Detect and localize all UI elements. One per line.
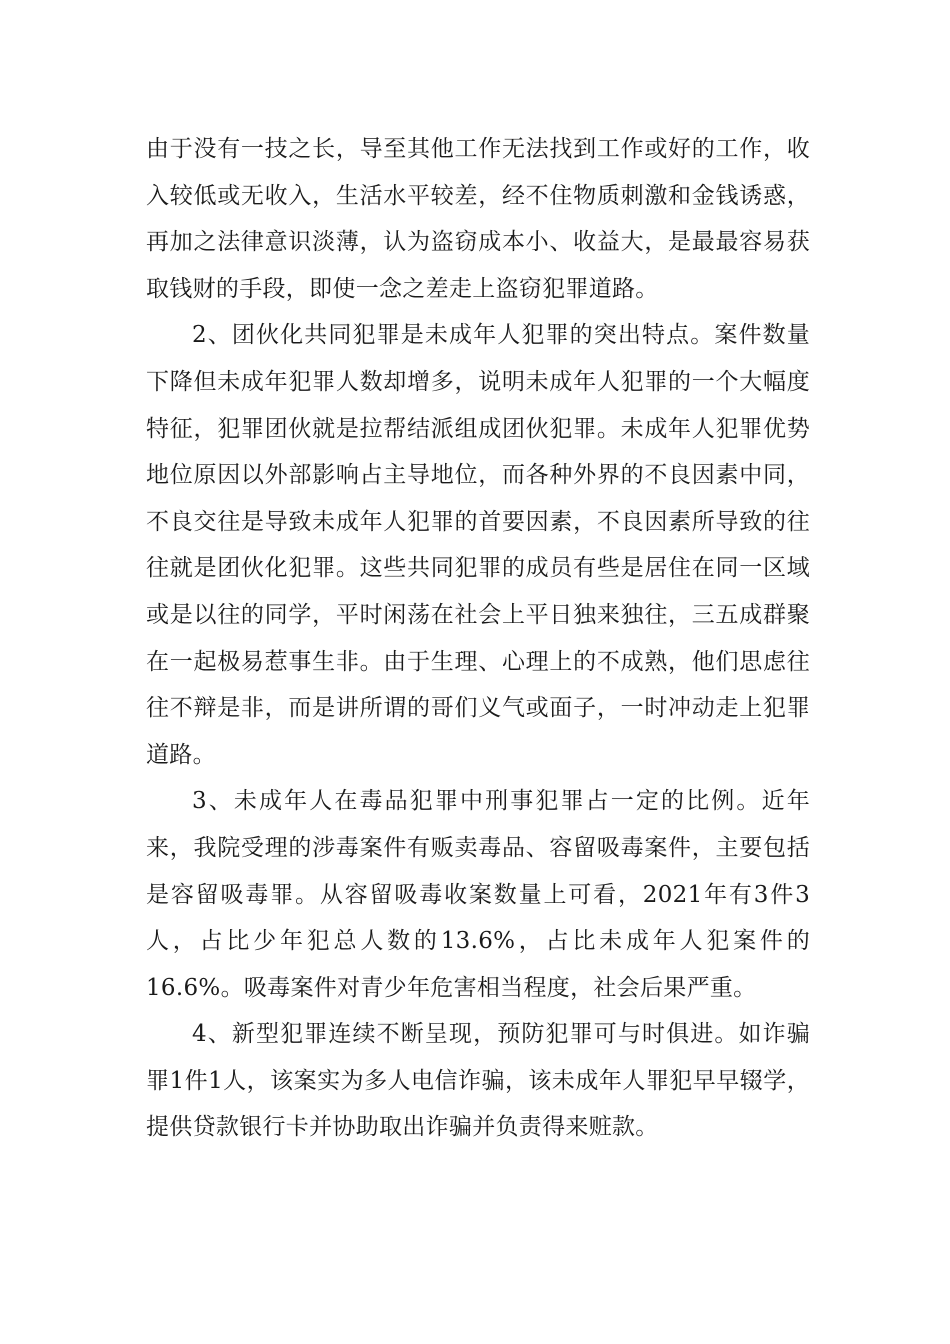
paragraph-continuation: 由于没有一技之长，导至其他工作无法找到工作或好的工作，收入较低或无收入，生活水平较差，经不住物质刺激和金钱诱惑，再加之法律意识淡薄，认为盗窃成本小、收益大，是最最容易获取钱财的手段，即使一念之差走上盗窃犯罪道路。 (146, 136, 810, 302)
document-page (146, 126, 810, 1151)
paragraph-point-4: 4、新型犯罪连续不断呈现，预防犯罪可与时俱进。如诈骗罪1件1人，该案实为多人电信诈骗，该未成年人罪犯早早辍学，提供贷款银行卡并协助取出诈骗并负责得来赃款。 (146, 1021, 810, 1141)
paragraph-point-3: 3、未成年人在毒品犯罪中刑事犯罪占一定的比例。近年来，我院受理的涉毒案件有贩卖毒品、容留吸毒案件，主要包括是容留吸毒罪。从容留吸毒收案数量上可看，2021年有3件3人，占比少年犯总人数的13.6%，占比未成年人犯案件的16.6%。吸毒案件对青少年危害相当程度，社会后果严重。 (146, 788, 810, 1001)
paragraph-point-2: 2、团伙化共同犯罪是未成年人犯罪的突出特点。案件数量下降但未成年犯罪人数却增多，说明未成年人犯罪的一个大幅度特征，犯罪团伙就是拉帮结派组成团伙犯罪。未成年人犯罪优势地位原因以外部影响占主导地位，而各种外界的不良因素中同，不良交往是导致未成年人犯罪的首要因素，不良因素所导致的往往就是团伙化犯罪。这些共同犯罪的成员有些是居住在同一区域或是以往的同学，平时闲荡在社会上平日独来独往，三五成群聚在一起极易惹事生非。由于生理、心理上的不成熟，他们思虑往往不辩是非，而是讲所谓的哥们义气或面子，一时冲动走上犯罪道路。 (146, 322, 810, 768)
